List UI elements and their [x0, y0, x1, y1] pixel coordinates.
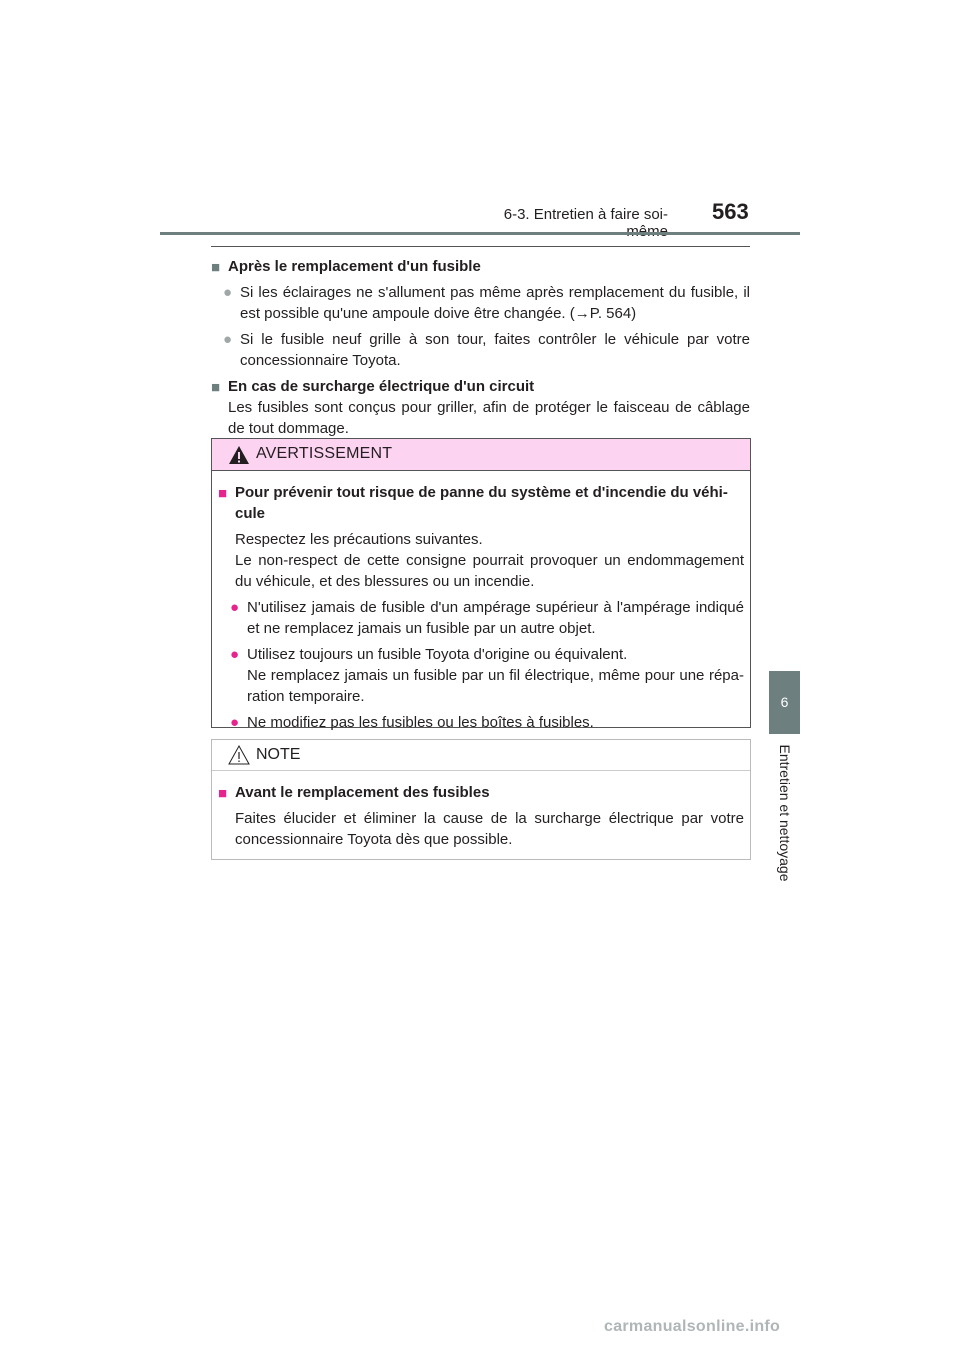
warning-header [212, 439, 750, 471]
warning-title: AVERTISSEMENT [256, 445, 393, 462]
square-marker-icon: ■ [211, 259, 221, 276]
section-heading: ■ En cas de surcharge électrique d'un circuit [211, 378, 535, 396]
note-header [212, 740, 750, 771]
main-content [211, 256, 750, 439]
page-number: 563 [712, 199, 749, 224]
bullet-icon: ● [230, 599, 240, 616]
list-item: ● Ne modifiez pas les fusibles ou les boîtes à fusibles. [230, 714, 594, 731]
chapter-number: 6 [780, 694, 789, 710]
warning-body [212, 471, 750, 733]
content-top-rule [211, 246, 750, 247]
square-marker-icon: ■ [218, 785, 228, 802]
caution-triangle-icon [228, 744, 250, 766]
list-item: ● Utilisez toujours un fusible Toyota d'origine ou équivalent. Ne remplacez jamais un fusible par un fil électrique, même pour une répa-ration temporaire. [230, 646, 744, 705]
header-section-title: 6-3. Entretien à faire soi- [503, 206, 668, 223]
bullet-icon: ● [230, 646, 240, 663]
list-item: ● N'utilisez jamais de fusible d'un ampérage supérieur à l'ampérage indiqué et ne remplacez jamais un fusible par un autre objet. [230, 599, 744, 637]
warning-box [211, 438, 751, 731]
warning-heading: ■ Pour prévenir tout risque de panne du système et d'incendie du véhi-cule [218, 484, 728, 522]
list-item: ● Si le fusible neuf grille à son tour, faites contrôler le véhicule par votre concessionnaire Toyota. [223, 331, 750, 369]
warning-triangle-icon [228, 445, 250, 465]
note-box [211, 739, 751, 860]
chapter-label: Entretien et nettoyage [776, 744, 793, 881]
note-heading: ■ Avant le remplacement des fusibles [218, 784, 490, 802]
header-rule [160, 232, 800, 235]
chapter-label-box [769, 734, 800, 891]
bullet-icon: ● [223, 284, 233, 301]
note-body [212, 771, 750, 850]
square-marker-icon: ■ [218, 485, 228, 502]
watermark: carmanualsonline.info [604, 1318, 781, 1335]
section-paragraph: Les fusibles sont conçus pour griller, afin de protéger le faisceau de câblage de tout dommage. [228, 399, 750, 437]
bullet-icon: ● [230, 714, 240, 731]
square-marker-icon: ■ [211, 379, 221, 396]
warning-intro: Respectez les précautions suivantes. Le non-respect de cette consigne pourrait provoquer un endommagement du véhicule, et des blessures ou un incendie. [235, 531, 744, 590]
note-paragraph: Faites élucider et éliminer la cause de la surcharge électrique par votre concessionnaire Toyota dès que possible. [235, 810, 744, 848]
note-title: NOTE [256, 746, 301, 763]
list-item: ● Si les éclairages ne s'allument pas même après remplacement du fusible, il est possible qu'une ampoule doive être changée. (→P. 564) [223, 284, 750, 322]
section-heading: ■ Après le remplacement d'un fusible [211, 258, 481, 276]
bullet-icon: ● [223, 331, 233, 348]
chapter-side-tab [769, 671, 800, 891]
